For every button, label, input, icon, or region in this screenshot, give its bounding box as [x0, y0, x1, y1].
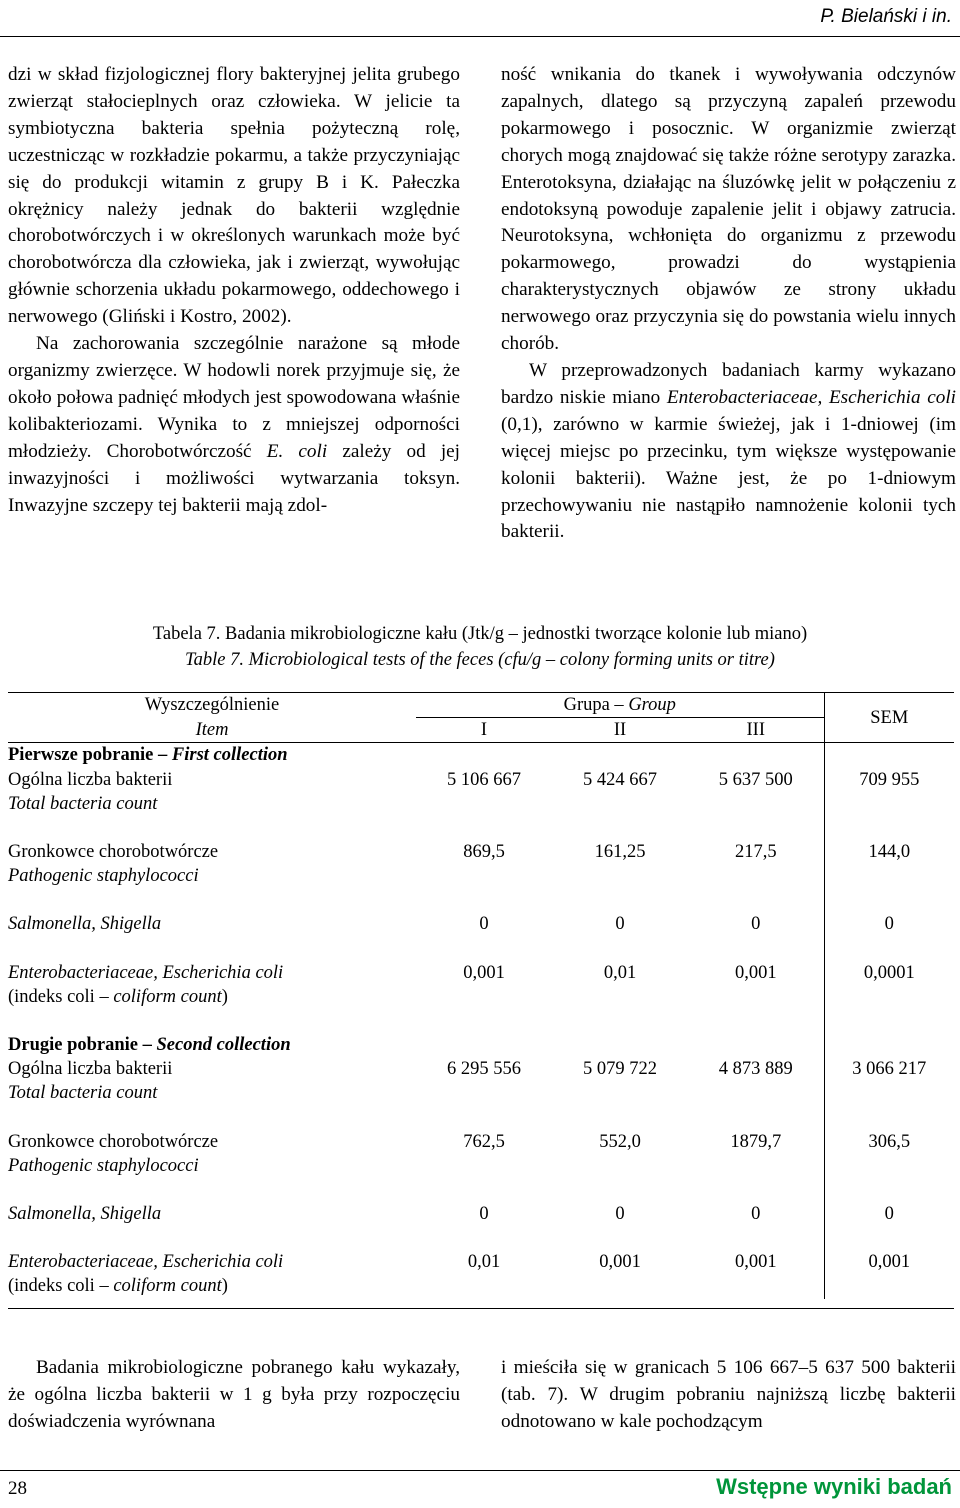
item-header-pl: Wyszczególnienie	[144, 695, 280, 715]
right-column	[501, 62, 956, 546]
table-caption-pl: Tabela 7. Badania mikrobiologiczne kału (Jtk/g – jednostki tworzące kolonie lub miano)	[152, 624, 808, 644]
bottom-right-column	[501, 1355, 956, 1436]
table-row: Salmonella, Shigella 0 0 0 0	[8, 1202, 954, 1226]
right-paragraph-1: ność wnikania do tkanek i wywoływania odczynów zapalnych, dlatego są przyczyną zapaleń przewodu pokarmowego i posocznic. W organizmie zwierząt chorych mogą znajdować się także różne serotypy zarazka. Enterotoksyna, działając na śluzówkę jelit w połączeniu z endotoksyną powoduje zapalenie jelit i objawy zatrucia. Neurotoksyna, wchłonięta do organizmu z przewodu pokarmowego, prowadzi do wystąpienia charakterystycznych objawów ze strony układu nerwowego oraz przyczynia się do powstania wielu innych chorób.	[501, 64, 956, 355]
section-first-collection: Pierwsze pobranie – First collection	[8, 743, 954, 768]
item-header-en: Item	[8, 718, 416, 743]
table-caption-en: Table 7. Microbiological tests of the feces (cfu/g – colony forming units or titre)	[185, 649, 775, 670]
table-row: Gronkowce chorobotwórcze Pathogenic staphylococci 869,5 161,25 217,5 144,0	[8, 840, 954, 888]
bottom-left-paragraph: Badania mikrobiologiczne pobranego kału wykazały, że ogólna liczba bakterii w 1 g była przy rozpoczęciu doświadczenia wyrównana	[8, 1357, 460, 1432]
table-row: Enterobacteriaceae, Escherichia coli (indeks coli – coliform count) 0,01 0,001 0,001 0,001	[8, 1250, 954, 1298]
table-row: Gronkowce chorobotwórcze Pathogenic staphylococci 762,5 552,0 1879,7 306,5	[8, 1130, 954, 1178]
section-second-collection: Drugie pobranie – Second collection	[8, 1033, 954, 1057]
header-rule	[0, 36, 960, 37]
left-paragraph-2: Na zachorowania szczególnie narażone są młode organizmy zwierzęce. W hodowli norek przyjmuje się, że około połowa padnięć młodych jest spowodowana właśnie kolibakteriozami. Wynika to z mniejszej odporności młodzieży. Chorobotwórczość E. coli zależy od jej inwazyjności i możliwości wytwarzania toksyn. Inwazyjne szczepy tej bakterii mają zdol-	[8, 333, 460, 516]
table-7	[8, 692, 954, 1309]
running-header-author: P. Bielański i in.	[820, 6, 952, 27]
left-column	[8, 62, 460, 519]
table-caption	[0, 622, 960, 673]
right-paragraph-2: W przeprowadzonych badaniach karmy wykazano bardzo niskie miano Enterobacteriaceae, Escherichia coli (0,1), zarówno w karmie świeżej, jak i 1-dniowej (im więcej miejsc po przecinku, tym większe występowanie kolonii bakterii). Ważne jest, że po 1-dniowym przechowywaniu nie nastąpiło namnożenie kolonii tych bakterii.	[501, 359, 957, 543]
bottom-right-paragraph: i mieściła się w granicach 5 106 667–5 637 500 bakterii (tab. 7). W drugim pobraniu najniższą liczbę bakterii odnotowano w kale pochodzącym	[501, 1357, 956, 1432]
group-header: Grupa – Group	[416, 693, 824, 718]
table-row: Ogólna liczba bakterii Total bacteria count 6 295 556 5 079 722 4 873 889 3 066 217	[8, 1057, 954, 1105]
footer-rule	[0, 1470, 960, 1471]
table-row: Salmonella, Shigella 0 0 0 0	[8, 912, 954, 936]
group-i-header: I	[416, 718, 552, 743]
journal-section-title: Wstępne wyniki badań	[716, 1474, 952, 1499]
left-paragraph-1: dzi w skład fizjologicznej flory bakteryjnej jelita grubego zwierząt stałocieplnych oraz człowieka. W jelicie ta symbiotyczna bakteria spełnia pożyteczną rolę, uczestnicząc w rozkładzie pokarmu, a także przyczyniając się do produkcji witamin z grupy B i K. Pałeczka okrężnicy należy jednak do bakterii względnie chorobotwórczych i w określonych warunkach może być chorobotwórcza dla człowieka, jak i zwierząt, wywołując głównie schorzenia układu pokarmowego, oddechowego i nerwowego (Gliński i Kostro, 2002).	[8, 64, 460, 328]
sem-header: SEM	[824, 693, 954, 743]
group-ii-header: II	[552, 718, 688, 743]
bottom-left-column	[8, 1355, 460, 1436]
group-iii-header: III	[688, 718, 824, 743]
table-row: Enterobacteriaceae, Escherichia coli (indeks coli – coliform count) 0,001 0,01 0,001 0,0001	[8, 961, 954, 1009]
table-row: Ogólna liczba bakterii Total bacteria count 5 106 667 5 424 667 5 637 500 709 955	[8, 768, 954, 816]
page-number: 28	[8, 1478, 27, 1499]
